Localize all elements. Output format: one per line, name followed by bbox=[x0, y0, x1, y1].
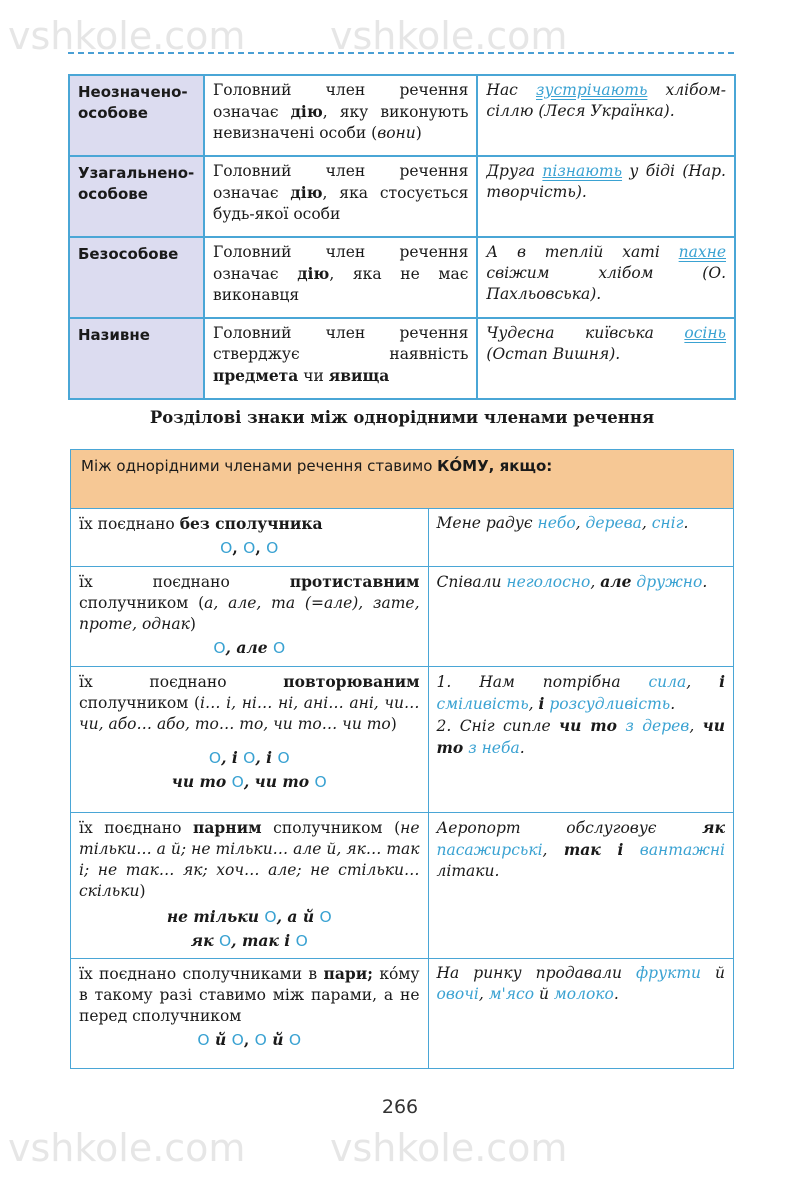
punctuation-rules-table bbox=[70, 449, 734, 1069]
example-cell: Нас зустрічають хлібом-сіллю (Леся Українка). bbox=[477, 75, 735, 156]
watermark: vshkole.com bbox=[330, 1126, 568, 1170]
definition-cell: Головний член речення означає дію, яка стосується будь-якої особи bbox=[204, 156, 477, 237]
example-cell: Мене радує небо, дерева, сніг. bbox=[428, 509, 733, 567]
definition-cell: Головний член речення означає дію, яку виконують невизначені особи (вони) bbox=[204, 75, 477, 156]
punctuation-scheme: як О, так і О bbox=[190, 931, 308, 950]
table-row bbox=[71, 567, 734, 667]
punctuation-scheme: О, але О bbox=[213, 638, 286, 657]
rule-cell: їх поєднано сполучниками в пари; ко́му в такому разі ставимо між парами, а не перед сполучником О й О, О й О bbox=[71, 959, 429, 1069]
table-row bbox=[69, 156, 735, 237]
table-row bbox=[69, 75, 735, 156]
example-cell: 1. Нам потрібна сила, і сміливість, і розсудливість. 2. Сніг сипле чи то з дерев, чи то з неба. bbox=[428, 667, 733, 813]
example-cell: Співали неголосно, але дружно. bbox=[428, 567, 733, 667]
definition-cell: Головний член речення стверджує наявність предмета чи явища bbox=[204, 318, 477, 399]
punctuation-scheme: не тільки О, а й О bbox=[166, 907, 332, 926]
rule-cell: їх поєднано без сполучника О, О, О bbox=[71, 509, 429, 567]
table-row bbox=[71, 959, 734, 1069]
punctuation-scheme: О й О, О й О bbox=[197, 1030, 302, 1049]
example-cell: Чудесна київська осінь (Остап Вишня). bbox=[477, 318, 735, 399]
punctuation-scheme: О, О, О bbox=[220, 538, 279, 557]
type-cell: Безособове bbox=[69, 237, 204, 318]
watermark: vshkole.com bbox=[330, 14, 568, 58]
section-title: Розділові знаки між однорідними членами речення bbox=[149, 408, 655, 427]
example-cell: Друга пізнають у біді (Нар. творчість). bbox=[477, 156, 735, 237]
sentence-types-table bbox=[68, 74, 736, 400]
table-row bbox=[71, 667, 734, 813]
table-row bbox=[69, 237, 735, 318]
table-header-row bbox=[71, 450, 734, 509]
table-row bbox=[69, 318, 735, 399]
definition-cell: Головний член речення означає дію, яка не має виконавця bbox=[204, 237, 477, 318]
type-cell: Неозначено-особове bbox=[69, 75, 204, 156]
page-number: 266 bbox=[381, 1096, 419, 1118]
table-row bbox=[71, 813, 734, 959]
punctuation-scheme: чи то О, чи то О bbox=[171, 772, 327, 791]
table-row bbox=[71, 509, 734, 567]
top-dashed-rule bbox=[68, 52, 734, 54]
example-cell: А в теплій хаті пахне свіжим хлібом (О. Пахльовська). bbox=[477, 237, 735, 318]
header-cell: Між однорідними членами речення ставимо КО́МУ, якщо: bbox=[71, 450, 734, 509]
rule-cell: їх поєднано повторюваним сполучником (і… і, ні… ні, ані… ані, чи… чи, або… або, то… то, чи то… чи то) О, і О, і О чи то О, чи то О bbox=[71, 667, 429, 813]
example-cell: Аеропорт обслуговує як пасажирські, так і вантажні літаки. bbox=[428, 813, 733, 959]
watermark: vshkole.com bbox=[8, 1126, 246, 1170]
rule-cell: їх поєднано парним сполучником (не тільки… а й; не тільки… але й, як… так і; не так… як; хоч… але; не стільки… скільки) не тільки О, а й О як О, так і О bbox=[71, 813, 429, 959]
example-cell: На ринку продавали фрукти й овочі, м'ясо й молоко. bbox=[428, 959, 733, 1069]
punctuation-scheme: О, і О, і О bbox=[208, 748, 290, 767]
type-cell: Узагальнено-особове bbox=[69, 156, 204, 237]
rule-cell: їх поєднано протиставним сполучником (а, але, та (=але), зате, проте, однак) О, але О bbox=[71, 567, 429, 667]
watermark: vshkole.com bbox=[8, 14, 246, 58]
type-cell: Називне bbox=[69, 318, 204, 399]
